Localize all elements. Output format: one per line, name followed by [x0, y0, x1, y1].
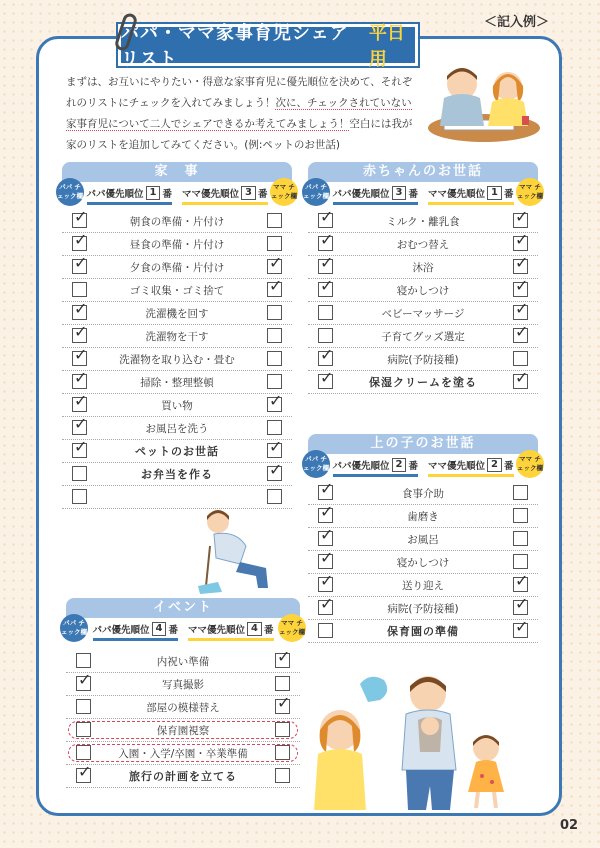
checklist-row [308, 276, 538, 302]
checklist-row [62, 460, 292, 486]
papa-checkbox[interactable] [72, 368, 88, 389]
checklist-row [66, 719, 300, 742]
check-mark-icon: ✓ [320, 479, 334, 498]
check-mark-icon: ✓ [320, 368, 334, 387]
task-label: お弁当を作る [141, 468, 213, 481]
mama-checkbox[interactable] [513, 368, 529, 389]
checklist-row [308, 502, 538, 528]
mama-checkbox[interactable] [513, 485, 528, 500]
mama-check-badge: ママ チェック欄 [278, 614, 306, 642]
housework-section [57, 162, 297, 509]
papa-checkbox[interactable] [318, 623, 333, 638]
check-mark-icon: ✓ [277, 647, 291, 666]
dad-cleaning-illustration [196, 506, 286, 596]
older-child-priority [303, 454, 543, 480]
events-priority [61, 618, 305, 644]
task-label: 子育てグッズ選定 [381, 330, 465, 343]
mama-checkbox[interactable] [267, 236, 282, 251]
mama-checkbox[interactable] [275, 676, 290, 691]
page-number: 02 [560, 818, 579, 833]
checklist-row [308, 322, 538, 348]
task-label: 保湿クリームを塗る [369, 376, 477, 389]
checklist-row [308, 207, 538, 233]
family-illustration [310, 660, 530, 810]
task-label: 写真撮影 [162, 678, 204, 691]
papa-checkbox[interactable] [76, 653, 91, 668]
baby-care-title: 赤ちゃんのお世話 [308, 162, 538, 182]
check-mark-icon: ✓ [269, 460, 283, 479]
events-section [61, 598, 305, 788]
title-banner [118, 23, 418, 70]
checklist-row [308, 479, 538, 505]
checklist-row [66, 670, 300, 696]
check-mark-icon: ✓ [74, 368, 88, 387]
papa-check-badge: パパ チェック欄 [56, 178, 84, 206]
check-mark-icon: ✓ [269, 276, 283, 295]
check-mark-icon: ✓ [320, 345, 334, 364]
title-tag: 平日用 [368, 23, 405, 70]
mama-checkbox[interactable] [513, 253, 529, 274]
older-child-title: 上の子のお世話 [308, 434, 538, 454]
check-mark-icon: ✓ [515, 276, 529, 295]
baby-care-priority [303, 182, 543, 208]
mama-checkbox[interactable] [267, 351, 282, 366]
check-mark-icon: ✓ [74, 253, 88, 272]
papa-checkbox[interactable] [72, 282, 87, 297]
checklist-row [308, 253, 538, 279]
check-mark-icon: ✓ [74, 414, 88, 433]
task-label: お風呂を洗う [145, 422, 209, 435]
checklist-row [308, 299, 538, 325]
task-label: 朝食の準備・片付け [129, 215, 225, 228]
papa-checkbox[interactable] [318, 345, 334, 366]
mama-checkbox[interactable] [513, 594, 529, 615]
papa-rank-field[interactable]: 4 [152, 622, 167, 636]
task-label: お風呂 [407, 533, 439, 546]
mama-checkbox[interactable] [267, 391, 283, 412]
check-mark-icon: ✓ [515, 617, 529, 636]
mama-checkbox[interactable] [275, 693, 291, 714]
check-mark-icon: ✓ [515, 594, 529, 613]
older-child-section [303, 434, 543, 643]
papa-checkbox[interactable] [318, 594, 334, 615]
checklist-row [66, 647, 300, 673]
task-label: 寝かしつけ [396, 556, 450, 569]
check-mark-icon: ✓ [74, 391, 88, 410]
intro-text [66, 72, 416, 156]
mama-checkbox[interactable] [513, 617, 529, 638]
couple-illustration [424, 58, 542, 144]
mama-priority: ママ優先順位 1 番 [428, 186, 514, 205]
mama-checkbox[interactable] [513, 531, 528, 546]
task-label: 保育園の準備 [387, 625, 459, 638]
papa-checkbox[interactable] [76, 722, 91, 737]
checklist-row [308, 345, 538, 371]
mama-rank-field[interactable]: 1 [487, 186, 502, 200]
papa-checkbox[interactable] [318, 525, 334, 546]
check-mark-icon: ✓ [74, 299, 88, 318]
papa-checkbox[interactable] [72, 299, 88, 320]
mama-check-badge: ママ チェック欄 [270, 178, 298, 206]
task-label: 寝かしつけ [396, 284, 450, 297]
example-label: ＜記入例＞ [484, 15, 550, 30]
intro-sentence-1: まずは、お互いにやりたい・得意な家事育児に優先順位を決めて、それぞれのリストにチェックを入れてみましょう！ [66, 76, 413, 109]
checklist-row [62, 486, 292, 509]
papa-checkbox[interactable] [72, 437, 88, 458]
checklist-row [66, 762, 300, 788]
papa-checkbox[interactable] [76, 762, 92, 783]
check-mark-icon: ✓ [320, 253, 334, 272]
task-label: 洗濯機を回す [145, 307, 209, 320]
check-mark-icon: ✓ [515, 368, 529, 387]
papa-checkbox[interactable] [318, 479, 334, 500]
check-mark-icon: ✓ [74, 230, 88, 249]
papa-checkbox[interactable] [72, 207, 88, 228]
mama-check-badge: ママ チェック欄 [516, 178, 544, 206]
checklist-row [308, 571, 538, 597]
mama-checkbox[interactable] [513, 299, 529, 320]
mama-priority: ママ優先順位 4 番 [188, 622, 274, 641]
checklist-row [62, 414, 292, 440]
papa-checkbox[interactable] [318, 571, 334, 592]
check-mark-icon: ✓ [74, 322, 88, 341]
mama-checkbox[interactable] [267, 253, 283, 274]
mama-checkbox[interactable] [513, 554, 528, 569]
checklist-row [62, 230, 292, 256]
task-label: 保育園視察 [156, 724, 210, 737]
task-label: 旅行の計画を立てる [129, 770, 237, 783]
papa-checkbox[interactable] [72, 466, 87, 481]
mama-checkbox[interactable] [267, 489, 282, 504]
papa-checkbox[interactable] [318, 276, 334, 297]
checklist-row [62, 345, 292, 371]
check-mark-icon: ✓ [515, 230, 529, 249]
check-mark-icon: ✓ [515, 571, 529, 590]
papa-checkbox[interactable] [72, 414, 88, 435]
papa-checkbox[interactable] [76, 699, 91, 714]
papa-priority: パパ優先順位 2 番 [333, 458, 419, 477]
check-mark-icon: ✓ [277, 693, 291, 712]
papa-priority: パパ優先順位 4 番 [93, 622, 179, 641]
papa-rank-field[interactable]: 2 [392, 458, 407, 472]
page-title: パパ・ママ家事育児シェアリスト [121, 23, 349, 70]
mama-checkbox[interactable] [267, 437, 283, 458]
task-label: ミルク・離乳食 [386, 215, 460, 228]
papa-check-badge: パパ チェック欄 [302, 450, 330, 478]
check-mark-icon: ✓ [74, 345, 88, 364]
mama-checkbox[interactable] [513, 571, 529, 592]
mama-priority: ママ優先順位 3 番 [182, 186, 268, 205]
papa-checkbox[interactable] [318, 253, 334, 274]
checklist-row [308, 368, 538, 394]
check-mark-icon: ✓ [515, 207, 529, 226]
checklist-row [66, 742, 300, 765]
task-label: 部屋の模様替え [146, 701, 220, 714]
mama-priority: ママ優先順位 2 番 [428, 458, 514, 477]
check-mark-icon: ✓ [78, 762, 92, 781]
check-mark-icon: ✓ [320, 207, 334, 226]
papa-checkbox[interactable] [318, 502, 334, 523]
papa-checkbox[interactable] [318, 328, 333, 343]
check-mark-icon: ✓ [320, 525, 334, 544]
mama-checkbox[interactable] [513, 207, 529, 228]
papa-checkbox[interactable] [72, 391, 88, 412]
task-label: 送り迎え [402, 579, 444, 592]
check-mark-icon: ✓ [515, 299, 529, 318]
check-mark-icon: ✓ [269, 391, 283, 410]
task-label: 昼食の準備・片付け [129, 238, 225, 251]
papa-rank-field[interactable]: 1 [146, 186, 161, 200]
checklist-row [62, 299, 292, 325]
papa-priority: パパ優先順位 3 番 [333, 186, 419, 205]
task-label: 食事介助 [402, 487, 444, 500]
checklist-row [62, 276, 292, 302]
check-mark-icon: ✓ [320, 276, 334, 295]
papa-checkbox[interactable] [72, 253, 88, 274]
papa-checkbox[interactable] [76, 745, 91, 760]
papa-checkbox[interactable] [318, 230, 334, 251]
mama-rank-field[interactable]: 4 [247, 622, 262, 636]
mama-rank-field[interactable]: 3 [241, 186, 256, 200]
housework-priority [57, 182, 297, 208]
checklist-row [62, 207, 292, 233]
papa-check-badge: パパ チェック欄 [60, 614, 88, 642]
mama-checkbox[interactable] [267, 374, 282, 389]
task-label: 沐浴 [412, 261, 434, 274]
task-label: ベビーマッサージ [381, 307, 465, 320]
checklist-row [308, 617, 538, 643]
check-mark-icon: ✓ [269, 437, 283, 456]
task-label: 病院(予防接種) [387, 602, 459, 615]
check-mark-icon: ✓ [515, 253, 529, 272]
checklist-row [62, 391, 292, 417]
checklist-row [62, 253, 292, 279]
mama-checkbox[interactable] [267, 460, 283, 481]
mama-checkbox[interactable] [275, 722, 290, 737]
task-label: 洗濯物を取り込む・畳む [119, 353, 235, 366]
task-label: おむつ替え [396, 238, 450, 251]
check-mark-icon: ✓ [74, 207, 88, 226]
mama-checkbox[interactable] [513, 230, 529, 251]
task-label: 病院(予防接種) [387, 353, 459, 366]
check-mark-icon: ✓ [515, 322, 529, 341]
task-label: 洗濯物を干す [145, 330, 209, 343]
task-label: 夕食の準備・片付け [129, 261, 225, 274]
task-label: 買い物 [161, 399, 193, 412]
mama-checkbox[interactable] [267, 328, 282, 343]
check-mark-icon: ✓ [269, 253, 283, 272]
papa-checkbox[interactable] [76, 670, 92, 691]
intro-sentence-3: 空白には我が家のリストを追加してみてください。(例:ペットのお世話) [66, 118, 413, 151]
papa-checkbox[interactable] [318, 368, 334, 389]
check-mark-icon: ✓ [320, 548, 334, 567]
papa-checkbox[interactable] [72, 345, 88, 366]
baby-care-section [303, 162, 543, 394]
checklist-row [308, 548, 538, 574]
papa-rank-field[interactable]: 3 [392, 186, 407, 200]
mama-checkbox[interactable] [267, 420, 282, 435]
checklist-row [308, 525, 538, 551]
events-title: イベント [66, 598, 300, 618]
mama-checkbox[interactable] [275, 647, 291, 668]
papa-check-badge: パパ チェック欄 [302, 178, 330, 206]
papa-priority: パパ優先順位 1 番 [87, 186, 173, 205]
task-label: 歯磨き [407, 510, 439, 523]
checklist-row [66, 693, 300, 719]
papa-checkbox[interactable] [318, 207, 334, 228]
task-label: 入園・入学/卒園・卒業準備 [118, 747, 248, 760]
check-mark-icon: ✓ [320, 571, 334, 590]
checklist-row [308, 594, 538, 620]
task-label: ゴミ収集・ゴミ捨て [129, 284, 225, 297]
housework-title: 家 事 [62, 162, 292, 182]
mama-checkbox[interactable] [267, 305, 282, 320]
papa-checkbox[interactable] [72, 322, 88, 343]
checklist-row [62, 368, 292, 394]
checklist-row [62, 437, 292, 463]
mama-checkbox[interactable] [513, 351, 528, 366]
check-mark-icon: ✓ [320, 502, 334, 521]
mama-checkbox[interactable] [513, 322, 529, 343]
task-label: 掃除・整理整頓 [140, 376, 214, 389]
papa-checkbox[interactable] [318, 305, 333, 320]
mama-check-badge: ママ チェック欄 [516, 450, 544, 478]
check-mark-icon: ✓ [320, 594, 334, 613]
checklist-row [62, 322, 292, 348]
mama-checkbox[interactable] [267, 276, 283, 297]
mama-checkbox[interactable] [513, 508, 528, 523]
papa-checkbox[interactable] [72, 489, 87, 504]
mama-checkbox[interactable] [267, 213, 282, 228]
papa-checkbox[interactable] [72, 230, 88, 251]
checklist-row [308, 230, 538, 256]
check-mark-icon: ✓ [320, 230, 334, 249]
mama-checkbox[interactable] [275, 745, 290, 760]
task-label: ペットのお世話 [135, 445, 219, 458]
check-mark-icon: ✓ [78, 670, 92, 689]
mama-checkbox[interactable] [513, 276, 529, 297]
task-label: 内祝い準備 [156, 655, 210, 668]
intro-sentence-2: 次に、チェックされていない家事育児について二人でシェアできるか考えてみましょう！ [66, 97, 412, 130]
papa-checkbox[interactable] [318, 548, 334, 569]
mama-checkbox[interactable] [275, 768, 290, 783]
check-mark-icon: ✓ [74, 437, 88, 456]
mama-rank-field[interactable]: 2 [487, 458, 502, 472]
